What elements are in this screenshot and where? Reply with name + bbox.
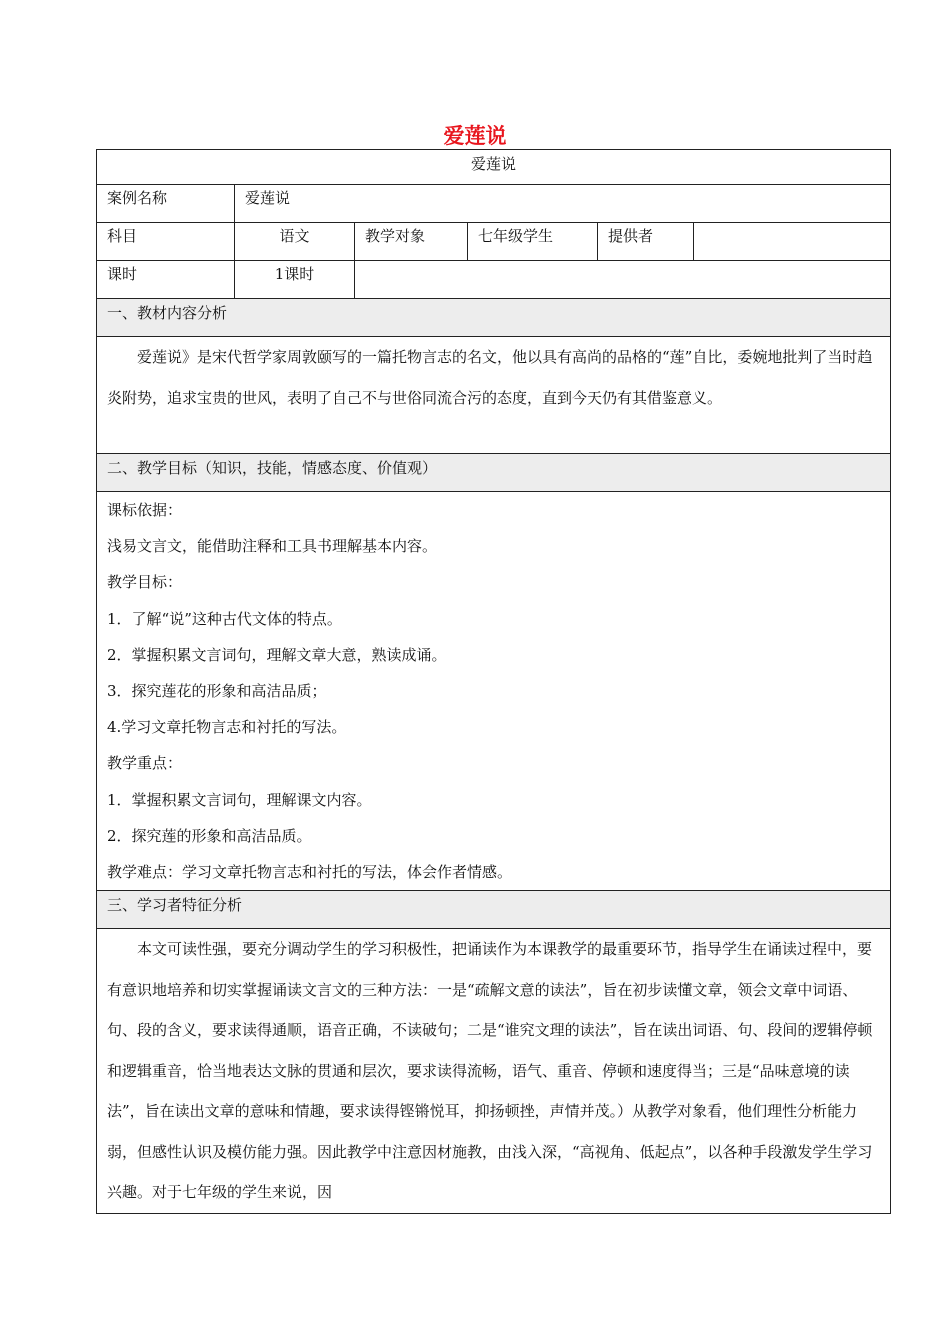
hours-label: 课时 (97, 261, 235, 299)
provider-label: 提供者 (598, 223, 694, 261)
section2-line: 2．探究莲的形象和高洁品质。 (107, 826, 312, 845)
section3-text: 本文可读性强，要充分调动学生的学习积极性，把诵读作为本课教学的最重要环节，指导学生在诵读过程中，要有意识地培养和切实掌握诵读文言文的三种方法：一是“疏解文意的读法”，旨在初步读懂文章，领会文章中词语、句、段的含义，要求读得通顺，语音正确，不读破句；二是“谁究文理的读法”，旨在读出词语、句、段间的逻辑停顿和逻辑重音，恰当地表达文脉的贯通和层次，要求读得流畅，语气、重音、停顿和速度得当；三是“品味意境的读法”，旨在读出文章的意味和情趣，要求读得铿锵悦耳，抑扬顿挫，声情并茂。）从教学对象看，他们理性分析能力弱，但感性认识及模仿能力强。因此教学中注意因材施教，由浅入深，“高视角、低起点”，以各种手段激发学生学习兴趣。对于七年级的学生来说，因 (97, 929, 891, 1214)
section2-line: 课标依据： (107, 501, 183, 519)
section2-line: 1．了解“说”这种古代文体的特点。 (107, 609, 342, 628)
subject-value: 语文 (235, 223, 355, 261)
document-title: 爱莲说 (443, 124, 507, 148)
section2-line: 4.学习文章托物言志和衬托的写法。 (107, 718, 347, 737)
section2-line: 教学重点： (107, 754, 183, 773)
section2-line: 教学目标： (107, 573, 183, 592)
section2-body (97, 492, 891, 891)
section2-heading: 二、教学目标（知识，技能，情感态度、价值观） (97, 454, 891, 492)
section2-line: 1．掌握积累文言词句，理解课文内容。 (107, 790, 372, 809)
case-name-value: 爱莲说 (235, 185, 891, 223)
section2-line: 3．探究莲花的形象和高洁品质； (107, 682, 327, 701)
section3-heading: 三、学习者特征分析 (97, 891, 891, 929)
hours-value: 1课时 (235, 261, 355, 299)
section1-text: 爱莲说》是宋代哲学家周敦颐写的一篇托物言志的名文，他以具有高尚的品格的“莲”自比，委婉地批判了当时趋炎附势，追求宝贵的世风，表明了自己不与世俗同流合污的态度，直到今天仍有其借鉴意义。 (97, 337, 891, 454)
provider-value (694, 223, 891, 261)
subject-label: 科目 (97, 223, 235, 261)
section1-heading: 一、教材内容分析 (97, 299, 891, 337)
section2-line: 2．掌握积累文言词句，理解文章大意，熟读成诵。 (107, 645, 447, 664)
case-name-label: 案例名称 (97, 185, 235, 223)
audience-value: 七年级学生 (468, 223, 598, 261)
hours-empty-cell (355, 261, 891, 299)
section2-line: 教学难点：学习文章托物言志和衬托的写法，体会作者情感。 (107, 863, 513, 882)
section2-line: 浅易文言文，能借助注释和工具书理解基本内容。 (107, 537, 438, 556)
lesson-plan-table (96, 149, 891, 1214)
audience-label: 教学对象 (355, 223, 468, 261)
table-subtitle: 爱莲说 (97, 150, 891, 185)
